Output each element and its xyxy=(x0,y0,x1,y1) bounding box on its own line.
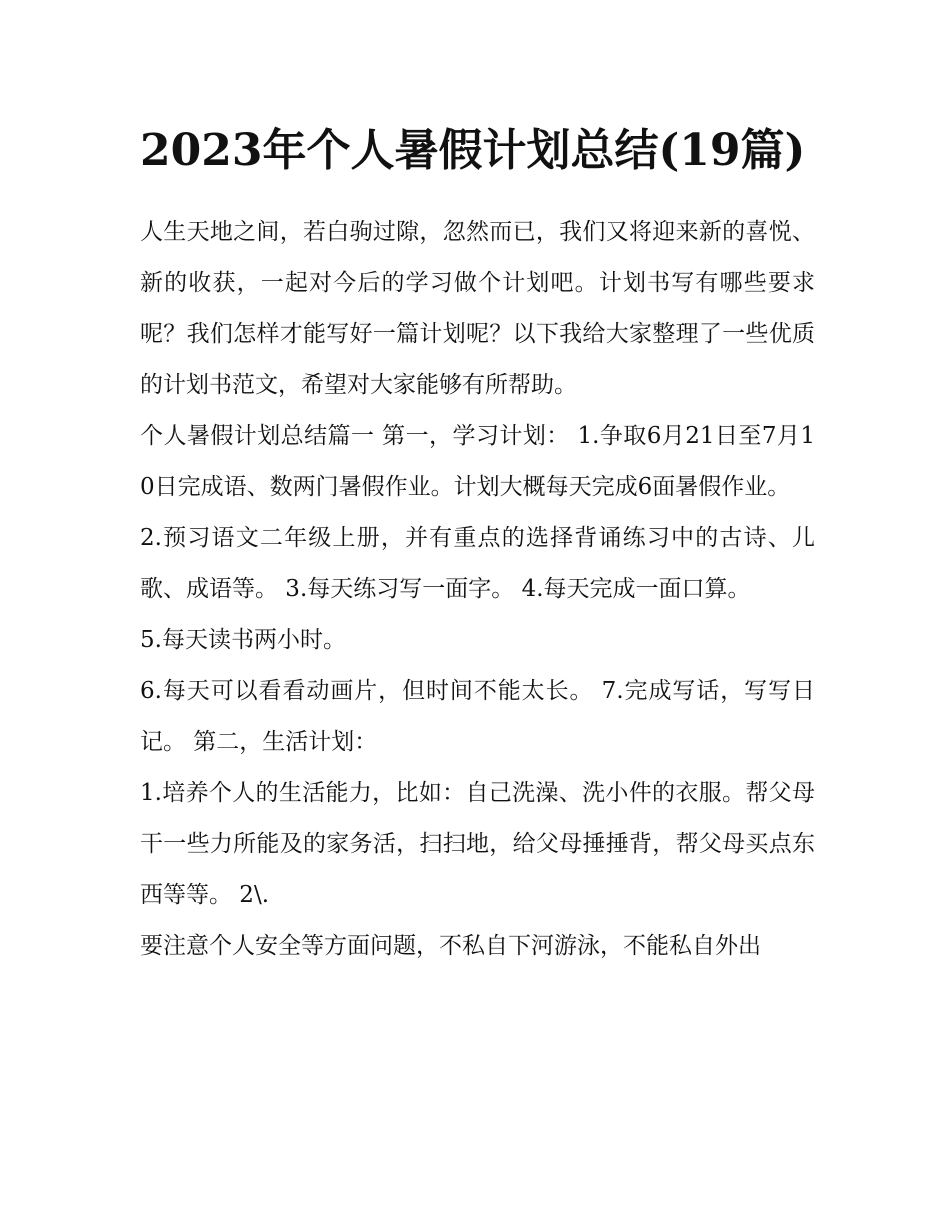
document-title: 2023年个人暑假计划总结(19篇) xyxy=(140,125,806,176)
paragraph-safety: 要注意个人安全等方面问题，不私自下河游泳，不能私自外出 xyxy=(140,933,761,959)
paragraph-cartoons-diary: 6.每天可以看看动画片，但时间不能太长。 7.完成写话，写写日记。 第二，生活计划： xyxy=(140,678,815,755)
paragraph-study-plan: 个人暑假计划总结篇一 第一，学习计划： 1.争取6月21日至7月10日完成语、数两门暑假作业。计划大概每天完成6面暑假作业。 xyxy=(140,423,815,500)
paragraph-life-plan: 1.培养个人的生活能力，比如：自己洗澡、洗小件的衣服。帮父母干一些力所能及的家务活，扫扫地，给父母捶捶背，帮父母买点东西等等。 2\. xyxy=(140,780,815,908)
paragraph-intro: 人生天地之间，若白驹过隙，忽然而已，我们又将迎来新的喜悦、新的收获，一起对今后的学习做个计划吧。计划书写有哪些要求呢？我们怎样才能写好一篇计划呢？以下我给大家整理了一些优质的计划书范文，希望对大家能够有所帮助。 xyxy=(140,219,815,398)
document-body xyxy=(140,112,815,972)
paragraph-study-items: 2.预习语文二年级上册，并有重点的选择背诵练习中的古诗、儿歌、成语等。 3.每天练习写一面字。 4.每天完成一面口算。 xyxy=(140,525,815,602)
paragraph-reading: 5.每天读书两小时。 xyxy=(140,627,346,653)
